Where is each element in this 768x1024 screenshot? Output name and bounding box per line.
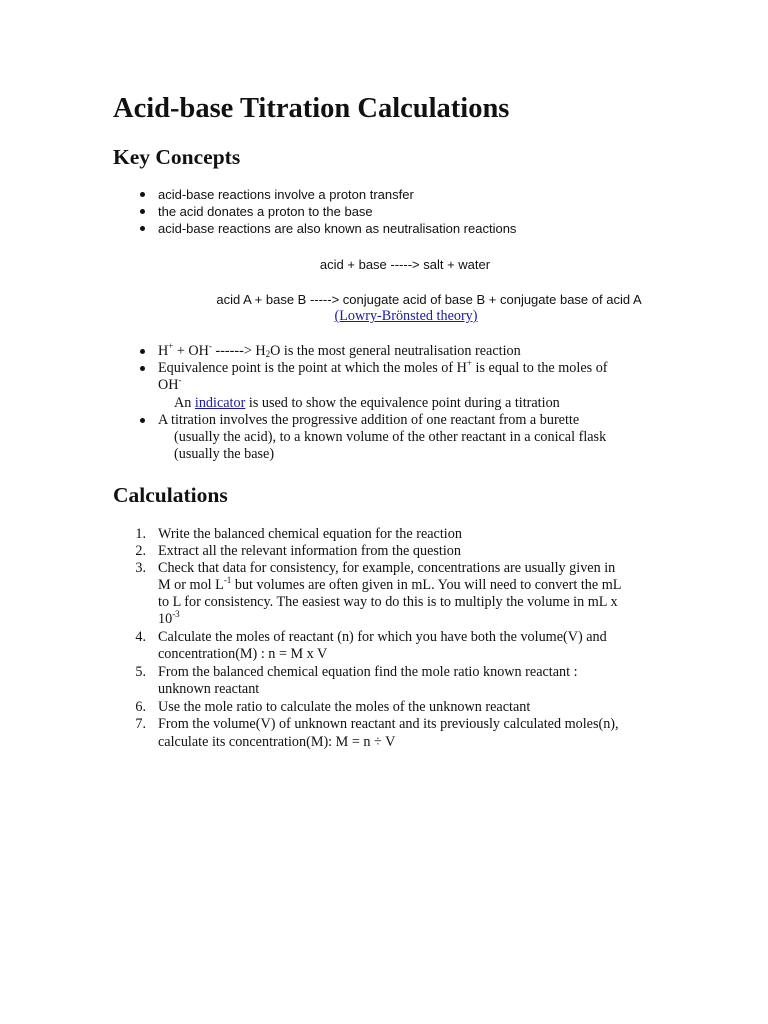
hydroxide-symbol: OH <box>158 377 179 393</box>
step-text: to L for consistency. The easiest way to do this is to multiply the volume in mL x <box>158 594 618 610</box>
equivalence-text-part: is equal to the moles of <box>471 360 608 376</box>
step-number: 6. <box>135 699 146 715</box>
key-concepts-heading: Key Concepts <box>113 145 241 169</box>
step-number: 1. <box>135 526 146 542</box>
superscript: + <box>466 358 472 368</box>
indicator-text-part: An <box>174 395 195 411</box>
power-base: 10 <box>158 611 173 627</box>
step-text: From the volume(V) of unknown reactant and its previously calculated moles(n), <box>158 716 619 732</box>
step-text: Extract all the relevant information from the question <box>158 543 461 559</box>
hydroxide-symbol: + OH <box>173 343 209 359</box>
superscript: - <box>208 341 212 351</box>
step-number: 7. <box>135 716 146 732</box>
step-text: Use the mole ratio to calculate the moles of the unknown reactant <box>158 699 531 715</box>
hydroxide-line <box>158 377 182 394</box>
step-text: Check that data for consistency, for example, concentrations are usually given in <box>158 560 616 576</box>
step-text: Calculate the moles of reactant (n) for which you have both the volume(V) and <box>158 629 607 645</box>
lowry-bronsted-link[interactable]: (Lowry-Brönsted theory) <box>334 308 478 324</box>
step-text <box>158 577 621 594</box>
key-concept-item: the acid donates a proton to the base <box>158 204 373 219</box>
step-text <box>158 611 180 628</box>
bullet-marker <box>140 209 145 214</box>
key-concept-item: acid-base reactions involve a proton transfer <box>158 187 414 202</box>
bullet-marker <box>140 366 145 371</box>
step-text: calculate its concentration(M): M = n ÷ V <box>158 734 396 750</box>
indicator-line <box>174 395 560 412</box>
equivalence-point-text <box>158 360 608 377</box>
conjugate-equation: acid A + base B -----> conjugate acid of base B + conjugate base of acid A <box>216 292 642 307</box>
bullet-marker <box>140 226 145 231</box>
superscript: + <box>168 341 174 351</box>
units-text: but volumes are often given in mL. You will need to convert the mL <box>231 577 622 593</box>
units-text: M or mol L <box>158 577 224 593</box>
step-number: 4. <box>135 629 146 645</box>
superscript: -3 <box>172 609 180 619</box>
page-title: Acid-base Titration Calculations <box>113 93 510 124</box>
reaction-description: O is the most general neutralisation reaction <box>270 343 521 359</box>
step-text: From the balanced chemical equation find the mole ratio known reactant : <box>158 664 578 680</box>
step-number: 5. <box>135 664 146 680</box>
theory-line <box>113 308 699 325</box>
superscript: -1 <box>223 575 232 585</box>
superscript: - <box>178 375 182 385</box>
step-number: 2. <box>135 543 146 559</box>
arrow-text: ------> H <box>211 343 266 359</box>
indicator-link[interactable]: indicator <box>194 395 246 411</box>
step-text: Write the balanced chemical equation for the reaction <box>158 526 462 542</box>
neutralisation-equation: acid + base -----> salt + water <box>319 257 491 272</box>
bullet-marker <box>140 418 145 423</box>
subscript: 2 <box>265 349 271 359</box>
hydrogen-symbol: H <box>158 343 169 359</box>
bullet-marker <box>140 192 145 197</box>
indicator-text-part: is used to show the equivalence point during a titration <box>245 395 560 411</box>
titration-text: (usually the acid), to a known volume of the other reactant in a conical flask <box>174 429 607 445</box>
step-number: 3. <box>135 560 146 576</box>
titration-text: (usually the base) <box>174 446 275 462</box>
bullet-marker <box>140 349 145 354</box>
calculations-heading: Calculations <box>113 483 228 507</box>
step-text: concentration(M) : n = M x V <box>158 646 328 662</box>
step-text: unknown reactant <box>158 681 260 697</box>
titration-text: A titration involves the progressive addition of one reactant from a burette <box>158 412 580 428</box>
equivalence-text-part: Equivalence point is the point at which the moles of H <box>158 360 467 376</box>
key-concept-item: acid-base reactions are also known as neutralisation reactions <box>158 221 517 236</box>
